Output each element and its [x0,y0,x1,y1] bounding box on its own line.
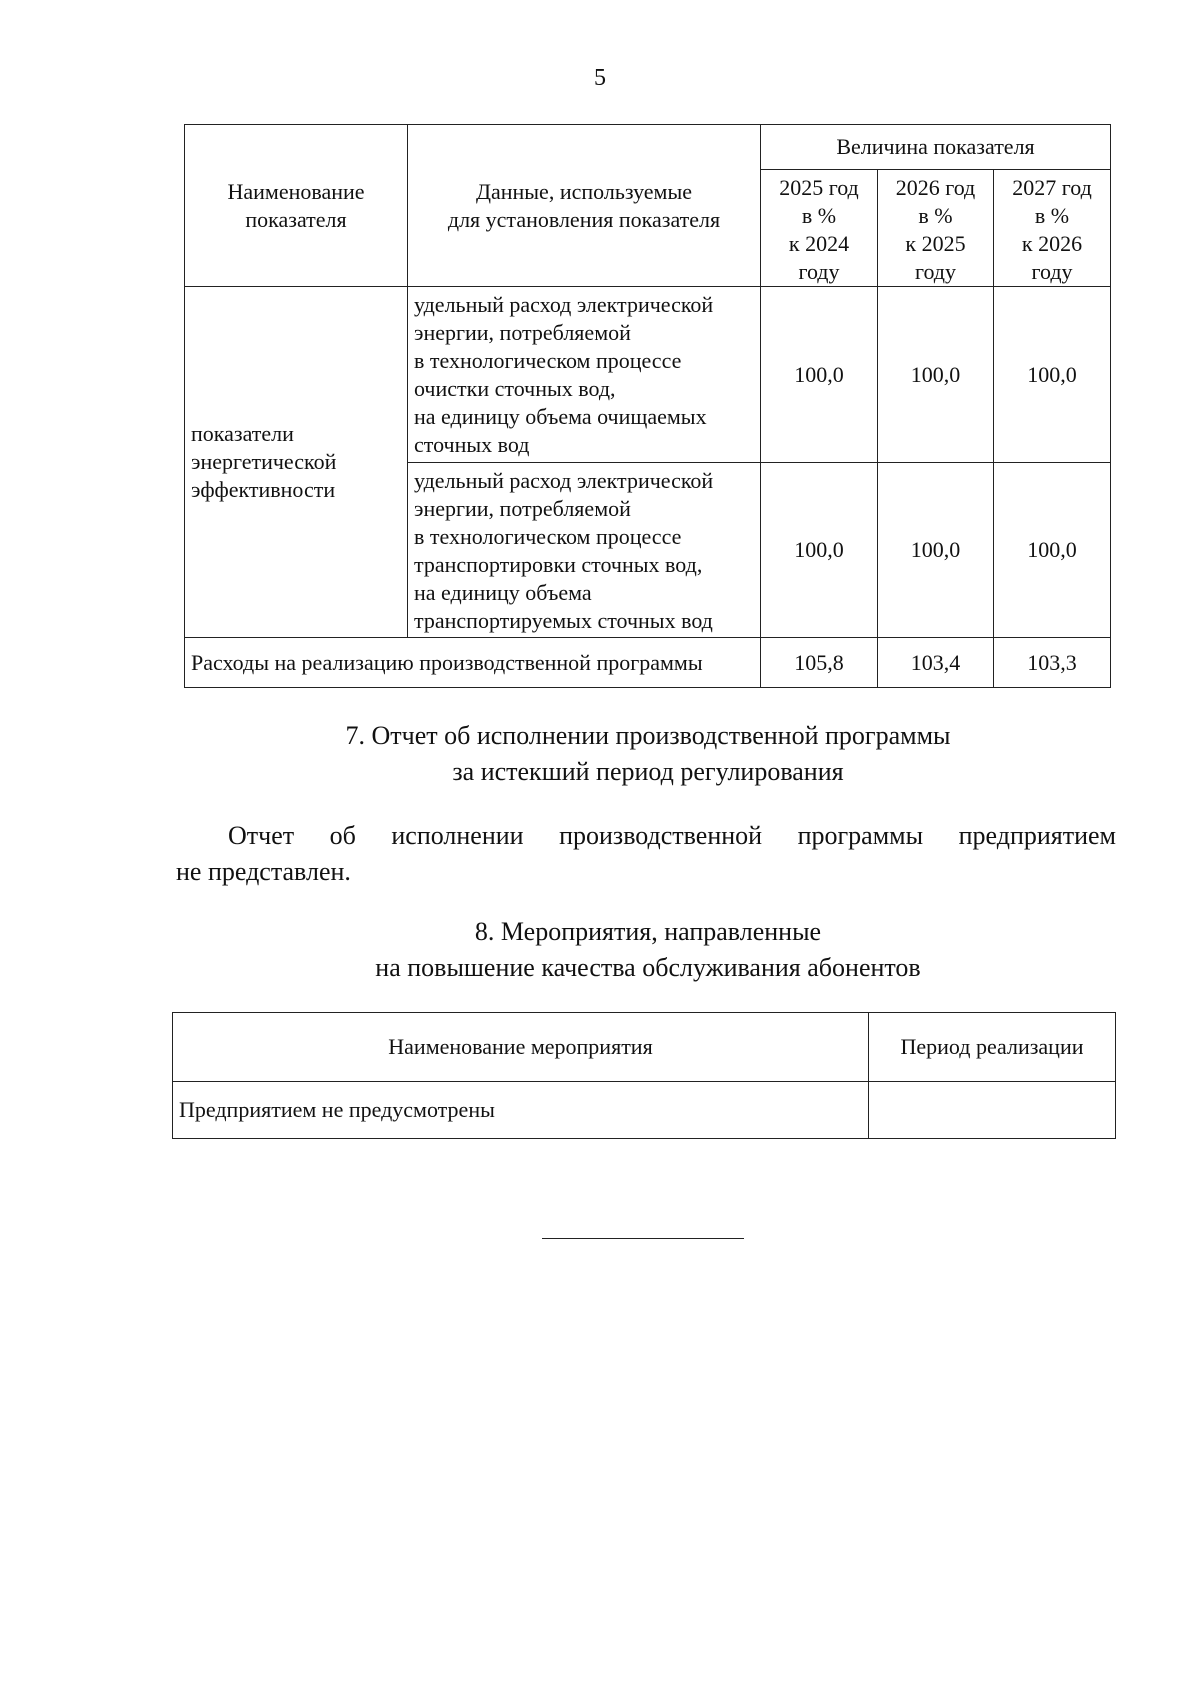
implementation-period-cell [869,1082,1116,1139]
table-row [185,287,1111,463]
header-year-2025: 2025 год в % к 2024 году [761,170,878,287]
measure-name-cell: Предприятием не предусмотрены [173,1082,869,1139]
value-cell: 100,0 [878,463,994,638]
header-value-group: Величина показателя [761,125,1111,170]
header-data-used: Данные, используемые для установления показателя [408,125,761,287]
measures-table [172,1012,1116,1139]
table-row-total [185,638,1111,688]
header-year-2027: 2027 год в % к 2026 году [994,170,1111,287]
row-description: удельный расход электрической энергии, потребляемой в технологическом процессе очистки сточных вод, на единицу объема очищаемых сточных вод [408,287,761,463]
section-7-title: 7. Отчет об исполнении производственной программы за истекший период регулирования [345,721,951,786]
header-indicator-name: Наименование показателя [185,125,408,287]
value-cell: 100,0 [761,463,878,638]
section-8-title: 8. Мероприятия, направленные на повышение качества обслуживания абонентов [375,917,921,982]
table-row [173,1082,1116,1139]
group-label-energy-efficiency: показатели энергетической эффективности [185,287,408,638]
value-cell: 100,0 [994,287,1111,463]
value-cell: 100,0 [761,287,878,463]
page-number: 5 [594,65,606,91]
value-cell: 100,0 [878,287,994,463]
value-cell: 103,4 [878,638,994,688]
header-implementation-period: Период реализации [869,1013,1116,1082]
closing-rule [542,1238,744,1239]
total-row-label: Расходы на реализацию производственной программы [185,638,761,688]
header-measure-name: Наименование мероприятия [173,1013,869,1082]
header-year-2026: 2026 год в % к 2025 году [878,170,994,287]
value-cell: 105,8 [761,638,878,688]
value-cell: 103,3 [994,638,1111,688]
report-paragraph: Отчет об исполнении производственной программы предприятием не представлен. [176,821,1116,886]
row-description: удельный расход электрической энергии, потребляемой в технологическом процессе транспортировки сточных вод, на единицу объема транспортируемых сточных вод [408,463,761,638]
value-cell: 100,0 [994,463,1111,638]
indicators-table [184,124,1111,688]
